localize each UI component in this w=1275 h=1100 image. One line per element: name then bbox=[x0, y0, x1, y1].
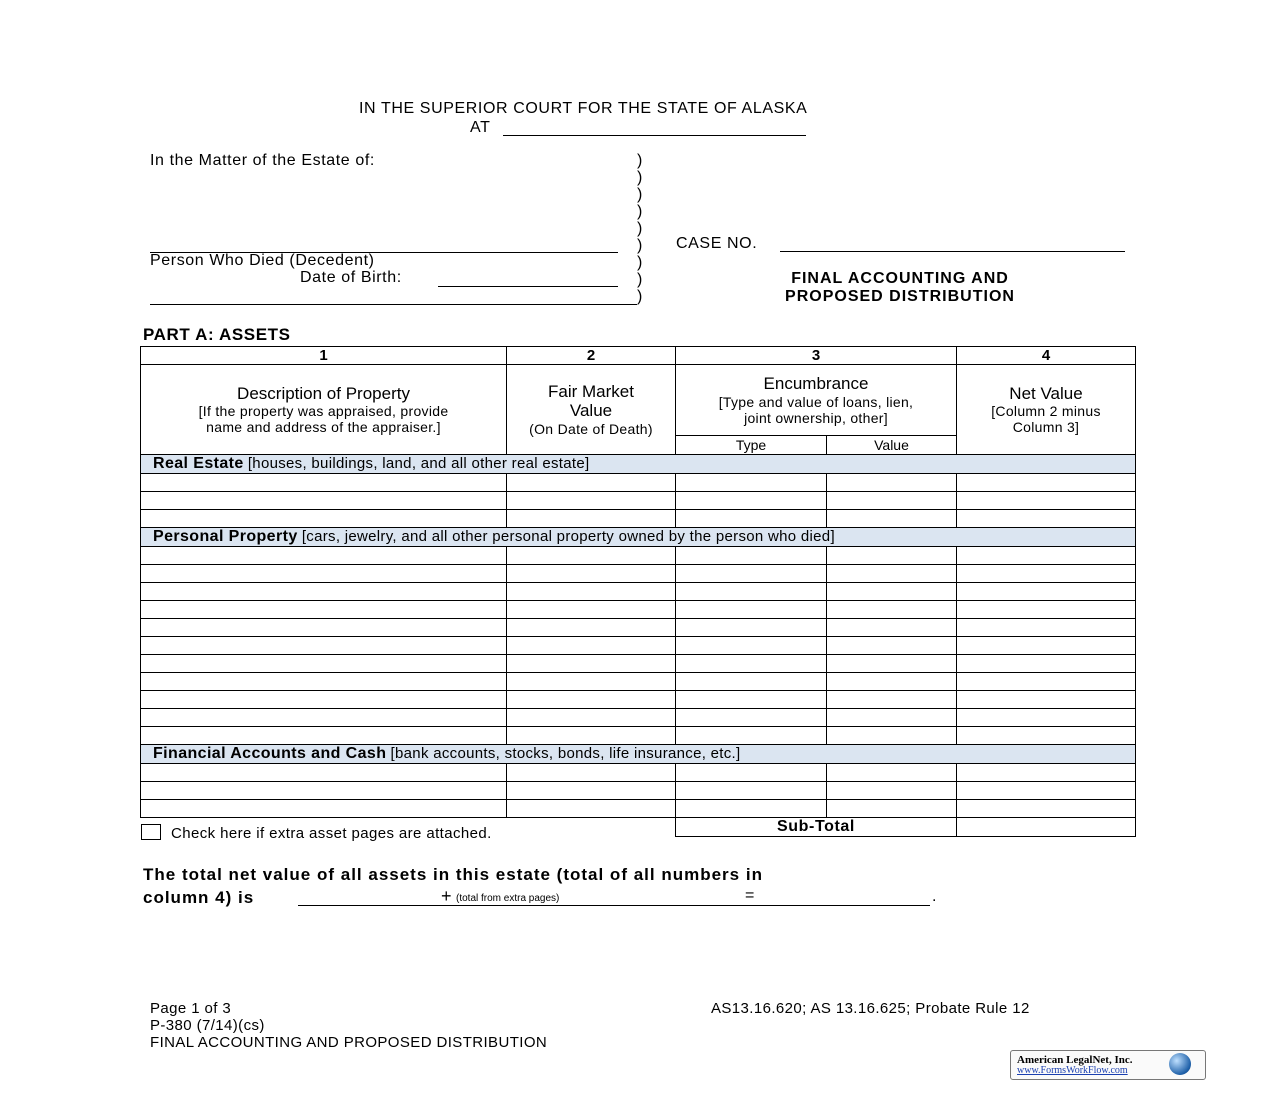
caption-paren: ) bbox=[637, 203, 643, 220]
form-name-footer: FINAL ACCOUNTING AND PROPOSED DISTRIBUTION bbox=[150, 1034, 548, 1051]
encumbrance-value-cell[interactable] bbox=[827, 583, 957, 601]
description-cell[interactable] bbox=[141, 691, 507, 709]
case-no-label: CASE NO. bbox=[676, 235, 758, 252]
table-row[interactable] bbox=[141, 727, 1136, 745]
plus-sign: + bbox=[441, 886, 452, 906]
encumbrance-type-cell[interactable] bbox=[676, 727, 827, 745]
net-value-header-note: Column 3] bbox=[1012, 419, 1080, 436]
description-cell[interactable] bbox=[141, 474, 507, 492]
fmv-cell[interactable] bbox=[507, 601, 676, 619]
fmv-cell[interactable] bbox=[507, 619, 676, 637]
fmv-header-title: Fair Market bbox=[548, 381, 634, 401]
form-title-line2: PROPOSED DISTRIBUTION bbox=[785, 288, 1015, 305]
net-value-cell[interactable] bbox=[957, 510, 1136, 528]
table-row[interactable] bbox=[141, 673, 1136, 691]
column-number-row bbox=[141, 347, 1136, 365]
fmv-cell[interactable] bbox=[507, 764, 676, 782]
description-cell[interactable] bbox=[141, 709, 507, 727]
encumbrance-value-cell[interactable] bbox=[827, 619, 957, 637]
encumbrance-value-cell[interactable] bbox=[827, 691, 957, 709]
table-row[interactable] bbox=[141, 637, 1136, 655]
fmv-cell[interactable] bbox=[507, 800, 676, 818]
fmv-cell[interactable] bbox=[507, 691, 676, 709]
form-number: P-380 (7/14)(cs) bbox=[150, 1017, 265, 1034]
caption-paren: ) bbox=[637, 254, 643, 271]
encumbrance-value-cell[interactable] bbox=[827, 637, 957, 655]
extra-pages-label: Check here if extra asset pages are attached. bbox=[171, 825, 492, 842]
logo-company: American LegalNet, Inc. bbox=[1017, 1054, 1133, 1066]
table-row[interactable] bbox=[141, 474, 1136, 492]
decedent-label: Person Who Died (Decedent) bbox=[150, 252, 375, 269]
personal-property-description: [cars, jewelry, and all other personal property owned by the person who died] bbox=[301, 528, 835, 545]
net-value-cell[interactable] bbox=[957, 565, 1136, 583]
description-cell[interactable] bbox=[141, 800, 507, 818]
net-value-cell[interactable] bbox=[957, 709, 1136, 727]
fmv-header-note: (On Date of Death) bbox=[529, 421, 653, 437]
encumbrance-value-cell[interactable] bbox=[827, 601, 957, 619]
description-cell[interactable] bbox=[141, 782, 507, 800]
fmv-cell[interactable] bbox=[507, 547, 676, 565]
table-row[interactable] bbox=[141, 492, 1136, 510]
encumbrance-type-cell[interactable] bbox=[676, 547, 827, 565]
personal-property-category bbox=[141, 528, 1136, 547]
total-period: . bbox=[932, 888, 937, 905]
fmv-cell[interactable] bbox=[507, 709, 676, 727]
encumbrance-value-cell[interactable] bbox=[827, 547, 957, 565]
description-cell[interactable] bbox=[141, 601, 507, 619]
encumbrance-type-cell[interactable] bbox=[676, 619, 827, 637]
dob-line[interactable] bbox=[438, 285, 618, 287]
real-estate-description: [houses, buildings, land, and all other real estate] bbox=[247, 455, 590, 472]
real-estate-category-row bbox=[141, 455, 1136, 474]
caption-paren: ) bbox=[637, 237, 643, 254]
encumbrance-value-cell[interactable] bbox=[827, 510, 957, 528]
fmv-cell[interactable] bbox=[507, 583, 676, 601]
column-number: 1 bbox=[141, 347, 507, 365]
form-title-line1: FINAL ACCOUNTING AND bbox=[791, 270, 1009, 287]
case-no-line[interactable] bbox=[780, 250, 1125, 252]
total-value-line[interactable] bbox=[298, 904, 930, 906]
encumbrance-value-cell[interactable] bbox=[827, 565, 957, 583]
encumbrance-type-cell[interactable] bbox=[676, 655, 827, 673]
net-value-cell[interactable] bbox=[957, 673, 1136, 691]
net-value-header-note: [Column 2 minus bbox=[991, 403, 1101, 420]
encumbrance-value-cell[interactable] bbox=[827, 673, 957, 691]
encumbrance-type-cell[interactable] bbox=[676, 601, 827, 619]
table-row[interactable] bbox=[141, 655, 1136, 673]
court-heading: IN THE SUPERIOR COURT FOR THE STATE OF ALASKA bbox=[359, 100, 808, 117]
description-cell[interactable] bbox=[141, 583, 507, 601]
personal-property-label: Personal Property bbox=[153, 528, 298, 545]
personal-property-category-row bbox=[141, 528, 1136, 547]
table-row[interactable] bbox=[141, 619, 1136, 637]
description-cell[interactable] bbox=[141, 547, 507, 565]
net-value-cell[interactable] bbox=[957, 601, 1136, 619]
fmv-cell[interactable] bbox=[507, 727, 676, 745]
table-row[interactable] bbox=[141, 691, 1136, 709]
encumbrance-type-cell[interactable] bbox=[676, 492, 827, 510]
encumbrance-type-cell[interactable] bbox=[676, 673, 827, 691]
net-value-cell[interactable] bbox=[957, 782, 1136, 800]
encumbrance-value-cell[interactable] bbox=[827, 764, 957, 782]
encumbrance-header-note: [Type and value of loans, lien, bbox=[718, 393, 914, 410]
net-value-cell[interactable] bbox=[957, 547, 1136, 565]
statute-reference: AS13.16.620; AS 13.16.625; Probate Rule 12 bbox=[711, 1000, 1030, 1017]
estate-matter-label: In the Matter of the Estate of: bbox=[150, 152, 375, 169]
net-value-header bbox=[957, 365, 1136, 455]
net-value-cell[interactable] bbox=[957, 655, 1136, 673]
encumbrance-header bbox=[676, 365, 957, 436]
page-number: Page 1 of 3 bbox=[150, 1000, 232, 1017]
description-cell[interactable] bbox=[141, 565, 507, 583]
part-a-title: PART A: ASSETS bbox=[143, 325, 291, 344]
encumbrance-value-cell[interactable] bbox=[827, 782, 957, 800]
caption-paren: ) bbox=[637, 220, 643, 237]
fmv-cell[interactable] bbox=[507, 565, 676, 583]
dob-label: Date of Birth: bbox=[300, 269, 402, 286]
financial-label: Financial Accounts and Cash bbox=[153, 745, 387, 762]
net-value-cell[interactable] bbox=[957, 637, 1136, 655]
fmv-cell[interactable] bbox=[507, 637, 676, 655]
net-value-header-title: Net Value bbox=[1009, 383, 1083, 403]
net-value-cell[interactable] bbox=[957, 619, 1136, 637]
encumbrance-value-cell[interactable] bbox=[827, 474, 957, 492]
extra-pages-note: (total from extra pages) bbox=[456, 893, 560, 904]
encumbrance-type-header: Type bbox=[676, 435, 827, 454]
description-header bbox=[141, 365, 507, 455]
legalnet-logo[interactable] bbox=[1010, 1050, 1206, 1080]
encumbrance-type-cell[interactable] bbox=[676, 800, 827, 818]
fair-market-value-header bbox=[507, 365, 676, 455]
caption-bottom-line bbox=[150, 303, 637, 305]
encumbrance-value-header: Value bbox=[827, 435, 957, 454]
encumbrance-type-cell[interactable] bbox=[676, 510, 827, 528]
caption-paren: ) bbox=[637, 169, 643, 186]
column-header-row bbox=[141, 365, 1136, 436]
net-value-cell[interactable] bbox=[957, 691, 1136, 709]
description-header-note: [If the property was appraised, provide bbox=[198, 403, 449, 420]
real-estate-label: Real Estate bbox=[153, 455, 244, 472]
description-cell[interactable] bbox=[141, 727, 507, 745]
subtotal-value[interactable] bbox=[957, 818, 1136, 837]
encumbrance-value-cell[interactable] bbox=[827, 655, 957, 673]
table-row[interactable] bbox=[141, 782, 1136, 800]
table-row[interactable] bbox=[141, 800, 1136, 818]
description-cell[interactable] bbox=[141, 673, 507, 691]
description-cell[interactable] bbox=[141, 655, 507, 673]
table-row[interactable] bbox=[141, 547, 1136, 565]
court-location-line[interactable] bbox=[503, 134, 806, 136]
caption-paren: ) bbox=[637, 186, 643, 203]
description-cell[interactable] bbox=[141, 637, 507, 655]
fmv-cell[interactable] bbox=[507, 655, 676, 673]
total-statement-line1: The total net value of all assets in this estate (total of all numbers in bbox=[143, 865, 763, 884]
table-row[interactable] bbox=[141, 565, 1136, 583]
description-cell[interactable] bbox=[141, 510, 507, 528]
table-row[interactable] bbox=[141, 510, 1136, 528]
encumbrance-header-note: joint ownership, other] bbox=[744, 409, 888, 426]
net-value-cell[interactable] bbox=[957, 583, 1136, 601]
encumbrance-value-cell[interactable] bbox=[827, 709, 957, 727]
financial-description: [bank accounts, stocks, bonds, life insurance, etc.] bbox=[390, 745, 741, 762]
total-statement-line2: column 4) is bbox=[143, 888, 255, 907]
assets-table bbox=[140, 346, 1136, 837]
description-cell[interactable] bbox=[141, 619, 507, 637]
equals-sign: = bbox=[745, 887, 755, 904]
table-row[interactable] bbox=[141, 764, 1136, 782]
caption-paren: ) bbox=[637, 271, 643, 288]
fmv-cell[interactable] bbox=[507, 510, 676, 528]
caption-paren: ) bbox=[637, 152, 643, 169]
encumbrance-value-cell[interactable] bbox=[827, 727, 957, 745]
description-cell[interactable] bbox=[141, 492, 507, 510]
encumbrance-type-cell[interactable] bbox=[676, 474, 827, 492]
net-value-cell[interactable] bbox=[957, 727, 1136, 745]
net-value-cell[interactable] bbox=[957, 492, 1136, 510]
encumbrance-value-cell[interactable] bbox=[827, 800, 957, 818]
subtotal-label: Sub-Total bbox=[676, 818, 957, 837]
column-number: 3 bbox=[676, 347, 957, 365]
extra-pages-checkbox[interactable] bbox=[141, 824, 161, 840]
encumbrance-header-title: Encumbrance bbox=[763, 374, 869, 394]
table-row[interactable] bbox=[141, 709, 1136, 727]
encumbrance-type-cell[interactable] bbox=[676, 691, 827, 709]
caption-paren: ) bbox=[637, 288, 643, 305]
net-value-cell[interactable] bbox=[957, 474, 1136, 492]
at-label: AT bbox=[470, 119, 491, 136]
logo-url[interactable]: www.FormsWorkFlow.com bbox=[1017, 1065, 1128, 1076]
net-value-cell[interactable] bbox=[957, 764, 1136, 782]
table-row[interactable] bbox=[141, 583, 1136, 601]
fmv-cell[interactable] bbox=[507, 474, 676, 492]
column-number: 2 bbox=[507, 347, 676, 365]
description-header-title: Description of Property bbox=[237, 383, 410, 403]
financial-category bbox=[141, 745, 1136, 764]
description-cell[interactable] bbox=[141, 764, 507, 782]
encumbrance-type-cell[interactable] bbox=[676, 583, 827, 601]
encumbrance-value-cell[interactable] bbox=[827, 492, 957, 510]
table-row[interactable] bbox=[141, 601, 1136, 619]
real-estate-category bbox=[141, 455, 1136, 474]
financial-category-row bbox=[141, 745, 1136, 764]
fmv-cell[interactable] bbox=[507, 673, 676, 691]
fmv-cell[interactable] bbox=[507, 492, 676, 510]
encumbrance-type-cell[interactable] bbox=[676, 637, 827, 655]
encumbrance-type-cell[interactable] bbox=[676, 709, 827, 727]
column-number: 4 bbox=[957, 347, 1136, 365]
encumbrance-type-cell[interactable] bbox=[676, 565, 827, 583]
encumbrance-type-cell[interactable] bbox=[676, 782, 827, 800]
encumbrance-type-cell[interactable] bbox=[676, 764, 827, 782]
description-header-note: name and address of the appraiser.] bbox=[206, 419, 441, 436]
fmv-header-title: Value bbox=[569, 401, 613, 421]
net-value-cell[interactable] bbox=[957, 800, 1136, 818]
globe-icon bbox=[1169, 1053, 1191, 1075]
fmv-cell[interactable] bbox=[507, 782, 676, 800]
